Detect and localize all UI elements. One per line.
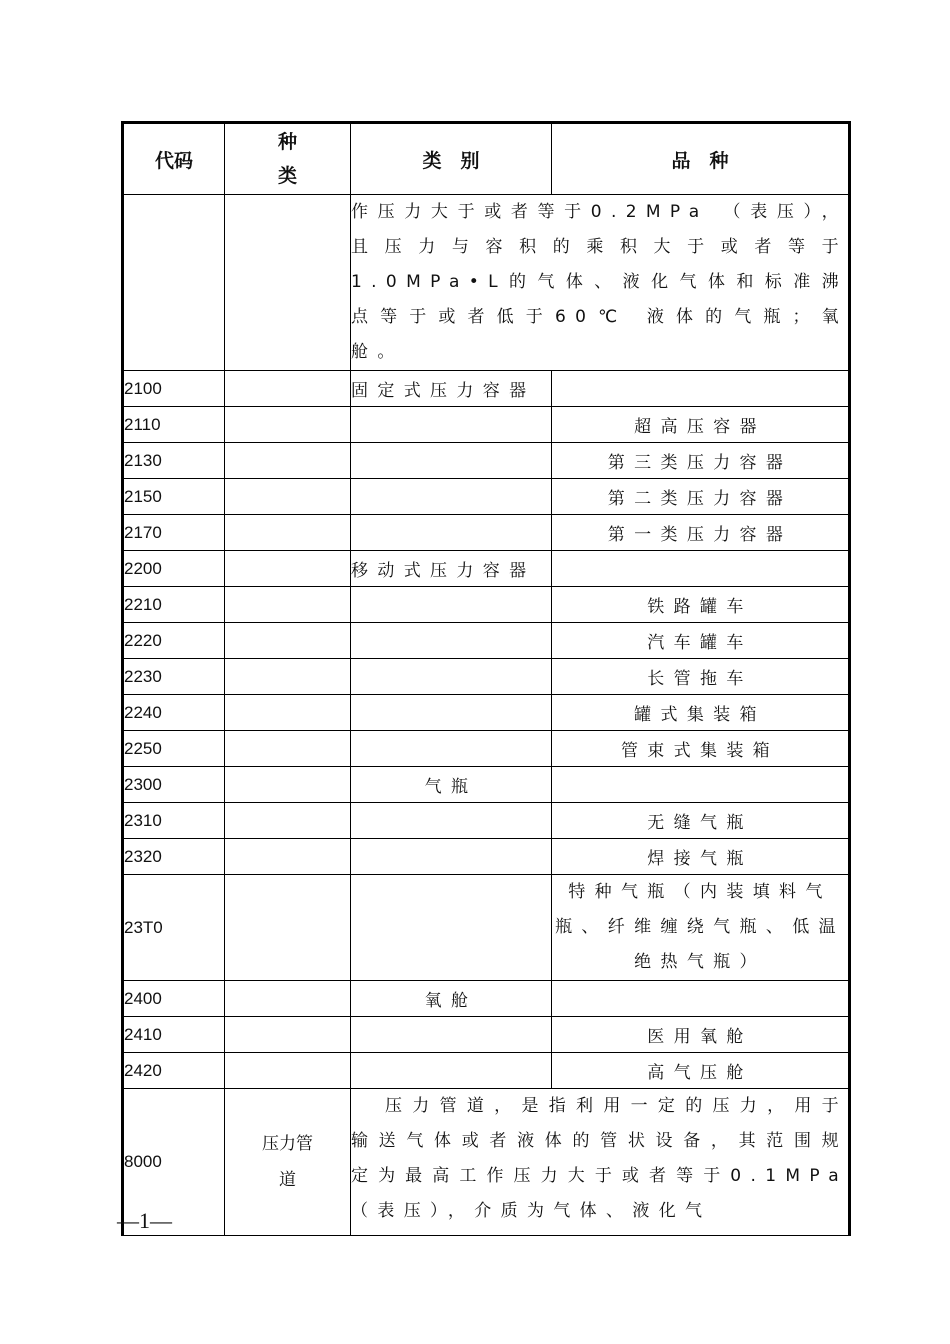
kind-cell <box>225 839 351 875</box>
table-row <box>123 1017 850 1053</box>
category-cell <box>351 407 552 443</box>
category-cell <box>351 839 552 875</box>
variety-cell <box>552 981 850 1017</box>
page-number: —1— <box>117 1208 172 1233</box>
variety-cell: 医用氧舱 <box>552 1017 850 1053</box>
code-cell: 2100 <box>123 371 225 407</box>
kind-cell <box>225 371 351 407</box>
table-row <box>123 1053 850 1089</box>
header-variety: 品 种 <box>552 123 850 195</box>
category-cell: 移动式压力容器 <box>351 551 552 587</box>
variety-cell: 第三类压力容器 <box>552 443 850 479</box>
code-cell: 2130 <box>123 443 225 479</box>
category-cell <box>351 803 552 839</box>
kind-cell <box>225 875 351 981</box>
category-cell: 气瓶 <box>351 767 552 803</box>
table-cell-empty <box>225 195 351 371</box>
table-row <box>123 981 850 1017</box>
equipment-catalog-table <box>121 121 851 1236</box>
kind-cell <box>225 659 351 695</box>
category-cell <box>351 623 552 659</box>
kind-cell <box>225 981 351 1017</box>
kind-cell: 压力管道 <box>225 1089 351 1236</box>
variety-cell: 管束式集装箱 <box>552 731 850 767</box>
variety-cell <box>552 767 850 803</box>
kind-cell <box>225 1053 351 1089</box>
kind-cell <box>225 551 351 587</box>
variety-cell: 第一类压力容器 <box>552 515 850 551</box>
code-cell: 2410 <box>123 1017 225 1053</box>
code-cell: 2320 <box>123 839 225 875</box>
kind-cell <box>225 407 351 443</box>
category-cell <box>351 1017 552 1053</box>
table-row <box>123 479 850 515</box>
category-cell <box>351 659 552 695</box>
variety-cell: 高气压舱 <box>552 1053 850 1089</box>
table-row <box>123 839 850 875</box>
table-cell-empty <box>123 195 225 371</box>
variety-cell: 长管拖车 <box>552 659 850 695</box>
table-header-row <box>123 123 850 195</box>
variety-cell <box>552 371 850 407</box>
header-kind: 种 类 <box>225 123 351 195</box>
category-cell <box>351 443 552 479</box>
code-cell: 2110 <box>123 407 225 443</box>
code-cell: 2400 <box>123 981 225 1017</box>
table-row <box>123 407 850 443</box>
code-cell: 23T0 <box>123 875 225 981</box>
category-cell: 氧舱 <box>351 981 552 1017</box>
code-cell: 2240 <box>123 695 225 731</box>
code-cell: 2420 <box>123 1053 225 1089</box>
table-row <box>123 551 850 587</box>
variety-cell: 罐式集装箱 <box>552 695 850 731</box>
code-cell: 2220 <box>123 623 225 659</box>
category-cell <box>351 1053 552 1089</box>
kind-cell <box>225 695 351 731</box>
variety-cell <box>552 551 850 587</box>
kind-cell <box>225 587 351 623</box>
variety-cell: 焊接气瓶 <box>552 839 850 875</box>
table-row <box>123 623 850 659</box>
continuation-row <box>123 195 850 371</box>
category-cell <box>351 695 552 731</box>
category-cell <box>351 731 552 767</box>
kind-cell <box>225 443 351 479</box>
table-row <box>123 767 850 803</box>
variety-cell: 汽车罐车 <box>552 623 850 659</box>
kind-cell <box>225 1017 351 1053</box>
kind-cell <box>225 767 351 803</box>
kind-cell <box>225 803 351 839</box>
variety-cell: 特种气瓶（内装填料气瓶、纤维缠绕气瓶、低温绝热气瓶） <box>552 875 850 981</box>
variety-cell: 超高压容器 <box>552 407 850 443</box>
category-cell <box>351 587 552 623</box>
table-row <box>123 1089 850 1236</box>
category-cell <box>351 515 552 551</box>
code-cell: 2210 <box>123 587 225 623</box>
category-cell <box>351 875 552 981</box>
variety-cell: 第二类压力容器 <box>552 479 850 515</box>
variety-cell: 铁路罐车 <box>552 587 850 623</box>
kind-cell <box>225 731 351 767</box>
code-cell: 2200 <box>123 551 225 587</box>
table-row <box>123 695 850 731</box>
table-row <box>123 875 850 981</box>
code-cell: 2300 <box>123 767 225 803</box>
kind-cell <box>225 515 351 551</box>
category-cell: 固定式压力容器 <box>351 371 552 407</box>
category-cell <box>351 479 552 515</box>
kind-cell <box>225 479 351 515</box>
header-category: 类 别 <box>351 123 552 195</box>
table-row <box>123 731 850 767</box>
code-cell: 2230 <box>123 659 225 695</box>
table-row <box>123 371 850 407</box>
table-row <box>123 443 850 479</box>
table-row <box>123 803 850 839</box>
description-text: 压力管道，是指利用一定的压力，用于输送气体或者液体的管状设备，其范围规定为最高工作压力大于或者等于0.1MPa （表压），介质为气体、液化气 <box>351 1089 850 1236</box>
code-cell: 2310 <box>123 803 225 839</box>
variety-cell: 无缝气瓶 <box>552 803 850 839</box>
code-cell: 2170 <box>123 515 225 551</box>
continuation-text: 作压力大于或者等于0.2MPa （表压），且压力与容积的乘积大于或者等于1.0MPa•L的气体、液化气体和标准沸点等于或者低于60℃ 液体的气瓶；氧舱。 <box>351 195 850 371</box>
kind-cell <box>225 623 351 659</box>
table-row <box>123 659 850 695</box>
code-cell: 2250 <box>123 731 225 767</box>
table-row <box>123 515 850 551</box>
header-code: 代码 <box>123 123 225 195</box>
table-row <box>123 587 850 623</box>
code-cell: 8000 <box>123 1089 225 1236</box>
code-cell: 2150 <box>123 479 225 515</box>
